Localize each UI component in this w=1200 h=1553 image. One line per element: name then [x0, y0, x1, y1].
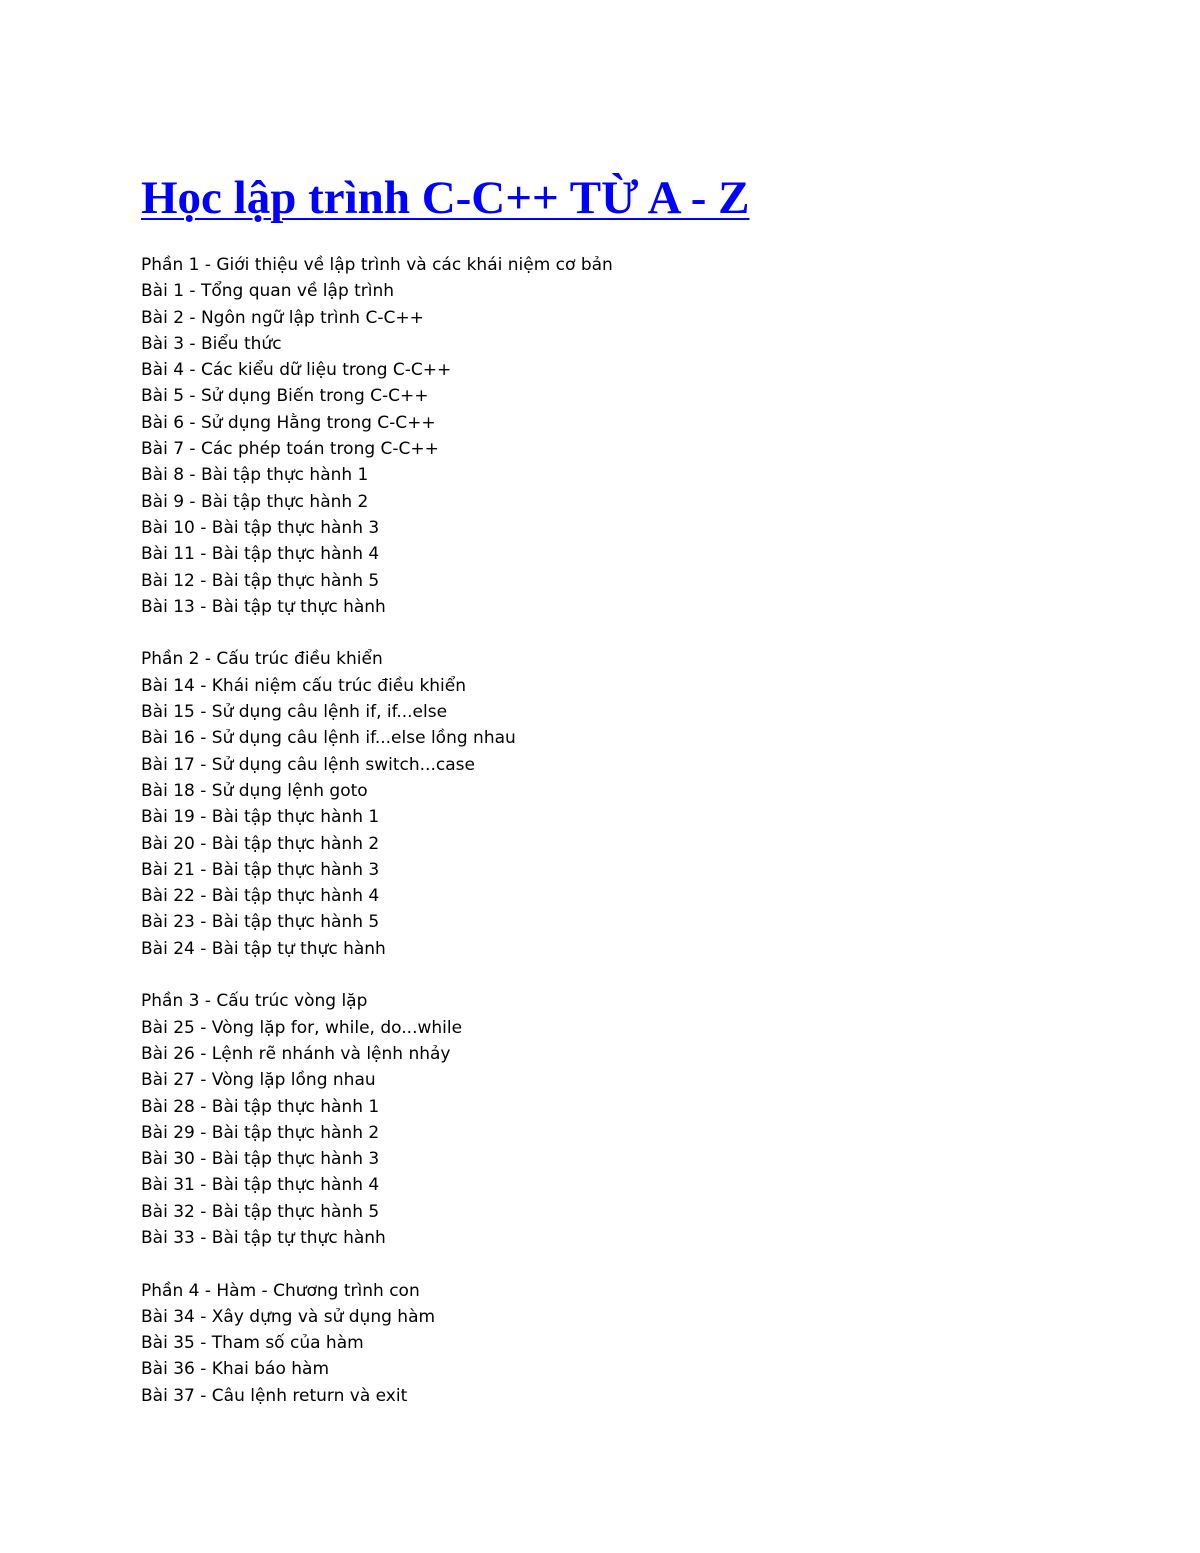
- lesson-item: Bài 23 - Bài tập thực hành 5: [141, 912, 380, 933]
- lesson-item: Bài 11 - Bài tập thực hành 4: [141, 544, 380, 565]
- lesson-item: Bài 22 - Bài tập thực hành 4: [141, 886, 380, 907]
- lesson-item: Bài 36 - Khai báo hàm: [141, 1359, 330, 1380]
- lesson-item: Bài 1 - Tổng quan về lập trình: [141, 281, 395, 302]
- lesson-item: Bài 25 - Vòng lặp for, while, do...while: [141, 1017, 463, 1038]
- lesson-item: Bài 30 - Bài tập thực hành 3: [141, 1149, 380, 1170]
- lesson-item: Bài 13 - Bài tập tự thực hành: [141, 596, 386, 617]
- lesson-item: Bài 37 - Câu lệnh return và exit: [141, 1385, 408, 1406]
- lesson-item: Bài 7 - Các phép toán trong C-C++: [141, 439, 439, 460]
- lesson-item: Bài 5 - Sử dụng Biến trong C-C++: [141, 386, 429, 407]
- lesson-item: Bài 6 - Sử dụng Hằng trong C-C++: [141, 412, 436, 433]
- lesson-item: Bài 9 - Bài tập thực hành 2: [141, 491, 369, 512]
- lesson-item: Bài 10 - Bài tập thực hành 3: [141, 517, 380, 538]
- section-part-4: [141, 1278, 1041, 1409]
- section-part-2: [141, 646, 1041, 962]
- table-of-contents: [141, 252, 1041, 1435]
- section-part-3: [141, 988, 1041, 1251]
- lesson-item: Bài 3 - Biểu thức: [141, 333, 282, 354]
- lesson-item: Bài 14 - Khái niệm cấu trúc điều khiển: [141, 675, 467, 696]
- lesson-item: Bài 34 - Xây dựng và sử dụng hàm: [141, 1306, 436, 1327]
- lesson-item: Bài 33 - Bài tập tự thực hành: [141, 1227, 386, 1248]
- lesson-item: Bài 26 - Lệnh rẽ nhánh và lệnh nhảy: [141, 1043, 451, 1064]
- lesson-item: Bài 28 - Bài tập thực hành 1: [141, 1096, 380, 1117]
- lesson-item: Bài 8 - Bài tập thực hành 1: [141, 465, 369, 486]
- section-heading: Phần 4 - Hàm - Chương trình con: [141, 1280, 420, 1301]
- section-part-1: [141, 252, 1041, 620]
- lesson-item: Bài 2 - Ngôn ngữ lập trình C-C++: [141, 307, 424, 328]
- lesson-item: Bài 31 - Bài tập thực hành 4: [141, 1175, 380, 1196]
- lesson-item: Bài 35 - Tham số của hàm: [141, 1333, 364, 1354]
- lesson-item: Bài 15 - Sử dụng câu lệnh if, if...else: [141, 702, 448, 723]
- section-heading: Phần 2 - Cấu trúc điều khiển: [141, 649, 383, 670]
- lesson-item: Bài 27 - Vòng lặp lồng nhau: [141, 1070, 376, 1091]
- lesson-item: Bài 16 - Sử dụng câu lệnh if...else lồng nhau: [141, 728, 516, 749]
- lesson-item: Bài 12 - Bài tập thực hành 5: [141, 570, 380, 591]
- lesson-item: Bài 24 - Bài tập tự thực hành: [141, 938, 386, 959]
- lesson-item: Bài 32 - Bài tập thực hành 5: [141, 1201, 380, 1222]
- lesson-item: Bài 29 - Bài tập thực hành 2: [141, 1122, 380, 1143]
- section-heading: Phần 1 - Giới thiệu về lập trình và các khái niệm cơ bản: [141, 255, 613, 275]
- lesson-item: Bài 21 - Bài tập thực hành 3: [141, 859, 380, 880]
- lesson-item: Bài 17 - Sử dụng câu lệnh switch...case: [141, 754, 475, 775]
- lesson-item: Bài 19 - Bài tập thực hành 1: [141, 807, 380, 828]
- lesson-item: Bài 18 - Sử dụng lệnh goto: [141, 780, 368, 801]
- lesson-item: Bài 4 - Các kiểu dữ liệu trong C-C++: [141, 360, 452, 381]
- document-title-link[interactable]: Học lập trình C-C++ TỪ A - Z: [141, 172, 750, 224]
- section-heading: Phần 3 - Cấu trúc vòng lặp: [141, 991, 368, 1012]
- lesson-item: Bài 20 - Bài tập thực hành 2: [141, 833, 380, 854]
